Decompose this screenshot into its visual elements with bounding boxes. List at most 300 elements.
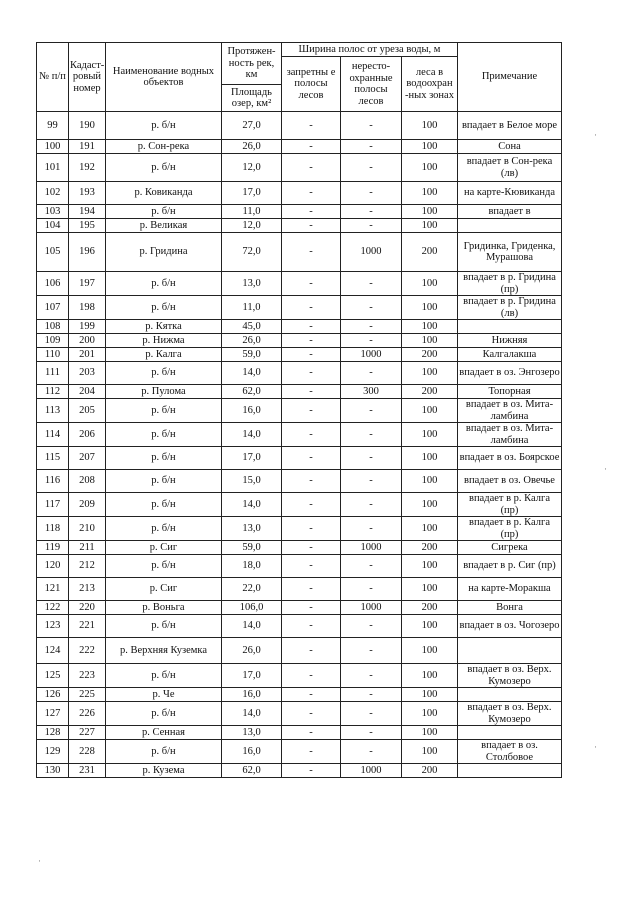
water-protect-cell: 100 — [402, 320, 458, 334]
cadastre-cell: 204 — [69, 385, 106, 399]
note-cell: Нижняя — [458, 334, 562, 348]
length-cell: 59,0 — [222, 348, 282, 362]
row-number-cell: 129 — [37, 740, 69, 764]
forbidden-cell: - — [282, 334, 341, 348]
name-cell: р. б/н — [106, 664, 222, 688]
name-cell: р. б/н — [106, 555, 222, 578]
name-cell: р. б/н — [106, 272, 222, 296]
length-cell: 12,0 — [222, 219, 282, 233]
length-cell: 72,0 — [222, 233, 282, 272]
cadastre-cell: 199 — [69, 320, 106, 334]
row-number-cell: 120 — [37, 555, 69, 578]
table-row — [37, 578, 562, 601]
spawning-cell: 1000 — [341, 541, 402, 555]
header-note: Примечание — [458, 43, 562, 112]
water-protect-cell: 200 — [402, 764, 458, 778]
cadastre-cell: 210 — [69, 517, 106, 541]
forbidden-cell: - — [282, 615, 341, 638]
row-number-cell: 112 — [37, 385, 69, 399]
row-number-cell: 109 — [37, 334, 69, 348]
spawning-cell: - — [341, 423, 402, 447]
row-number-cell: 108 — [37, 320, 69, 334]
water-protect-cell: 200 — [402, 348, 458, 362]
forbidden-cell: - — [282, 740, 341, 764]
cadastre-cell: 225 — [69, 688, 106, 702]
row-number-cell: 110 — [37, 348, 69, 362]
row-number-cell: 101 — [37, 154, 69, 182]
name-cell: р. Кузема — [106, 764, 222, 778]
row-number-cell: 111 — [37, 362, 69, 385]
cadastre-cell: 207 — [69, 447, 106, 470]
note-cell: впадает в оз. Чогозеро — [458, 615, 562, 638]
note-cell — [458, 726, 562, 740]
table-row — [37, 517, 562, 541]
spawning-cell: - — [341, 219, 402, 233]
cadastre-cell: 211 — [69, 541, 106, 555]
length-cell: 27,0 — [222, 112, 282, 140]
name-cell: р. Гридина — [106, 233, 222, 272]
water-protect-cell: 100 — [402, 726, 458, 740]
note-cell: впадает в Белое море — [458, 112, 562, 140]
table-row — [37, 140, 562, 154]
cadastre-cell: 226 — [69, 702, 106, 726]
water-protect-cell: 100 — [402, 219, 458, 233]
table-row — [37, 205, 562, 219]
spawning-cell: - — [341, 296, 402, 320]
spawning-cell: - — [341, 664, 402, 688]
length-cell: 11,0 — [222, 205, 282, 219]
scan-speck: · — [38, 856, 41, 866]
forbidden-cell: - — [282, 601, 341, 615]
length-cell: 26,0 — [222, 334, 282, 348]
forbidden-cell: - — [282, 385, 341, 399]
table-row — [37, 154, 562, 182]
name-cell: р. Кятка — [106, 320, 222, 334]
note-cell: впадает в оз. Верх. Кумозеро — [458, 664, 562, 688]
table-row — [37, 638, 562, 664]
row-number-cell: 102 — [37, 182, 69, 205]
note-cell — [458, 219, 562, 233]
table-row — [37, 112, 562, 140]
length-cell: 22,0 — [222, 578, 282, 601]
forbidden-cell: - — [282, 764, 341, 778]
forbidden-cell: - — [282, 296, 341, 320]
length-cell: 18,0 — [222, 555, 282, 578]
length-cell: 17,0 — [222, 182, 282, 205]
water-protect-cell: 100 — [402, 578, 458, 601]
cadastre-cell: 203 — [69, 362, 106, 385]
name-cell: р. б/н — [106, 154, 222, 182]
cadastre-cell: 212 — [69, 555, 106, 578]
name-cell: р. Сиг — [106, 578, 222, 601]
length-cell: 16,0 — [222, 688, 282, 702]
water-protect-cell: 200 — [402, 601, 458, 615]
name-cell: р. б/н — [106, 296, 222, 320]
spawning-cell: - — [341, 112, 402, 140]
name-cell: р. б/н — [106, 362, 222, 385]
length-cell: 45,0 — [222, 320, 282, 334]
water-protect-cell: 100 — [402, 470, 458, 493]
row-number-cell: 107 — [37, 296, 69, 320]
table-row — [37, 664, 562, 688]
row-number-cell: 115 — [37, 447, 69, 470]
name-cell: р. Ковиканда — [106, 182, 222, 205]
spawning-cell: 300 — [341, 385, 402, 399]
spawning-cell: 1000 — [341, 601, 402, 615]
name-cell: р. Верхняя Куземка — [106, 638, 222, 664]
table-row — [37, 470, 562, 493]
length-cell: 13,0 — [222, 272, 282, 296]
water-protect-cell: 100 — [402, 272, 458, 296]
row-number-cell: 126 — [37, 688, 69, 702]
row-number-cell: 127 — [37, 702, 69, 726]
name-cell: р. б/н — [106, 493, 222, 517]
row-number-cell: 106 — [37, 272, 69, 296]
spawning-cell: - — [341, 334, 402, 348]
table-row — [37, 764, 562, 778]
forbidden-cell: - — [282, 517, 341, 541]
water-protect-cell: 100 — [402, 688, 458, 702]
water-protect-cell: 200 — [402, 233, 458, 272]
length-cell: 16,0 — [222, 399, 282, 423]
length-cell: 12,0 — [222, 154, 282, 182]
scan-speck: · — [604, 464, 607, 474]
row-number-cell: 117 — [37, 493, 69, 517]
spawning-cell: - — [341, 702, 402, 726]
note-cell: впадает в р. Калга (пр) — [458, 517, 562, 541]
spawning-cell: - — [341, 447, 402, 470]
spawning-cell: 1000 — [341, 233, 402, 272]
name-cell: р. б/н — [106, 423, 222, 447]
water-protect-cell: 100 — [402, 447, 458, 470]
name-cell: р. б/н — [106, 447, 222, 470]
table-row — [37, 334, 562, 348]
forbidden-cell: - — [282, 154, 341, 182]
cadastre-cell: 194 — [69, 205, 106, 219]
length-cell: 11,0 — [222, 296, 282, 320]
length-cell: 26,0 — [222, 140, 282, 154]
spawning-cell: - — [341, 638, 402, 664]
name-cell: р. б/н — [106, 740, 222, 764]
forbidden-cell: - — [282, 182, 341, 205]
length-cell: 62,0 — [222, 385, 282, 399]
name-cell: р. б/н — [106, 470, 222, 493]
name-cell: р. Сон-река — [106, 140, 222, 154]
spawning-cell: - — [341, 740, 402, 764]
cadastre-cell: 213 — [69, 578, 106, 601]
name-cell: р. Калга — [106, 348, 222, 362]
cadastre-cell: 190 — [69, 112, 106, 140]
water-protect-cell: 200 — [402, 541, 458, 555]
row-number-cell: 125 — [37, 664, 69, 688]
name-cell: р. Воньга — [106, 601, 222, 615]
header-forbidden: запретны е полосы лесов — [282, 57, 341, 112]
note-cell: Гридинка, Гриденка, Мурашова — [458, 233, 562, 272]
water-protect-cell: 100 — [402, 638, 458, 664]
note-cell: на карте-Моракша — [458, 578, 562, 601]
cadastre-cell: 222 — [69, 638, 106, 664]
note-cell: Вонга — [458, 601, 562, 615]
forbidden-cell: - — [282, 205, 341, 219]
forbidden-cell: - — [282, 664, 341, 688]
header-water-protect: леса в водоохран -ных зонах — [402, 57, 458, 112]
row-number-cell: 116 — [37, 470, 69, 493]
spawning-cell: - — [341, 555, 402, 578]
table-row — [37, 726, 562, 740]
spawning-cell: - — [341, 182, 402, 205]
forbidden-cell: - — [282, 320, 341, 334]
water-protect-cell: 100 — [402, 615, 458, 638]
forbidden-cell: - — [282, 233, 341, 272]
note-cell: впадает в оз. Столбовое — [458, 740, 562, 764]
header-length-area — [222, 43, 282, 112]
spawning-cell: - — [341, 205, 402, 219]
table-row — [37, 348, 562, 362]
cadastre-cell: 201 — [69, 348, 106, 362]
cadastre-cell: 196 — [69, 233, 106, 272]
table-row — [37, 320, 562, 334]
length-cell: 17,0 — [222, 447, 282, 470]
forbidden-cell: - — [282, 348, 341, 362]
table-row — [37, 615, 562, 638]
note-cell: Топорная — [458, 385, 562, 399]
forbidden-cell: - — [282, 112, 341, 140]
name-cell: р. Сиг — [106, 541, 222, 555]
length-cell: 14,0 — [222, 493, 282, 517]
spawning-cell: - — [341, 154, 402, 182]
note-cell: впадает в оз. Мита-ламбина — [458, 399, 562, 423]
cadastre-cell: 195 — [69, 219, 106, 233]
spawning-cell: 1000 — [341, 348, 402, 362]
forbidden-cell: - — [282, 399, 341, 423]
water-protect-cell: 100 — [402, 296, 458, 320]
water-protect-cell: 100 — [402, 205, 458, 219]
note-cell — [458, 688, 562, 702]
spawning-cell: - — [341, 140, 402, 154]
spawning-cell: - — [341, 470, 402, 493]
length-cell: 14,0 — [222, 362, 282, 385]
water-protect-cell: 100 — [402, 362, 458, 385]
spawning-cell: - — [341, 493, 402, 517]
note-cell: впадает в оз. Овечье — [458, 470, 562, 493]
spawning-cell: - — [341, 362, 402, 385]
table-row — [37, 182, 562, 205]
water-protect-cell: 100 — [402, 399, 458, 423]
name-cell: р. б/н — [106, 399, 222, 423]
row-number-cell: 118 — [37, 517, 69, 541]
row-number-cell: 119 — [37, 541, 69, 555]
water-protect-cell: 100 — [402, 423, 458, 447]
note-cell: впадает в оз. Верх. Кумозеро — [458, 702, 562, 726]
forbidden-cell: - — [282, 447, 341, 470]
cadastre-cell: 191 — [69, 140, 106, 154]
table-row — [37, 423, 562, 447]
table-row — [37, 555, 562, 578]
length-cell: 16,0 — [222, 740, 282, 764]
note-cell: впадает в оз. Мита-ламбина — [458, 423, 562, 447]
note-cell: Калгалакша — [458, 348, 562, 362]
cadastre-cell: 198 — [69, 296, 106, 320]
water-protect-cell: 100 — [402, 493, 458, 517]
name-cell: р. Нижма — [106, 334, 222, 348]
forbidden-cell: - — [282, 638, 341, 664]
water-protect-cell: 100 — [402, 112, 458, 140]
table-row — [37, 399, 562, 423]
cadastre-cell: 228 — [69, 740, 106, 764]
forbidden-cell: - — [282, 362, 341, 385]
spawning-cell: - — [341, 726, 402, 740]
water-protect-cell: 100 — [402, 740, 458, 764]
table-row — [37, 447, 562, 470]
note-cell: Сона — [458, 140, 562, 154]
spawning-cell: - — [341, 517, 402, 541]
forbidden-cell: - — [282, 272, 341, 296]
length-cell: 14,0 — [222, 423, 282, 447]
name-cell: р. б/н — [106, 112, 222, 140]
spawning-cell: - — [341, 399, 402, 423]
length-cell: 15,0 — [222, 470, 282, 493]
forbidden-cell: - — [282, 493, 341, 517]
forbidden-cell: - — [282, 219, 341, 233]
name-cell: р. Великая — [106, 219, 222, 233]
note-cell: впадает в р. Гридина (лв) — [458, 296, 562, 320]
table-header — [37, 43, 562, 112]
table-row — [37, 219, 562, 233]
name-cell: р. б/н — [106, 702, 222, 726]
cadastre-cell: 227 — [69, 726, 106, 740]
note-cell: на карте-Кювиканда — [458, 182, 562, 205]
length-cell: 13,0 — [222, 517, 282, 541]
note-cell: впадает в р. Гридина (пр) — [458, 272, 562, 296]
header-area: Площадь озер, км² — [222, 84, 282, 110]
length-cell: 14,0 — [222, 615, 282, 638]
water-protect-cell: 100 — [402, 702, 458, 726]
spawning-cell: - — [341, 272, 402, 296]
note-cell — [458, 638, 562, 664]
table-row — [37, 740, 562, 764]
spawning-cell: 1000 — [341, 764, 402, 778]
spawning-cell: - — [341, 578, 402, 601]
table-body — [37, 112, 562, 778]
row-number-cell: 121 — [37, 578, 69, 601]
table-row — [37, 296, 562, 320]
cadastre-cell: 206 — [69, 423, 106, 447]
header-cadastre: Кадаст-ровый номер — [69, 43, 106, 112]
cadastre-cell: 205 — [69, 399, 106, 423]
note-cell — [458, 764, 562, 778]
water-protect-cell: 100 — [402, 334, 458, 348]
spawning-cell: - — [341, 615, 402, 638]
row-number-cell: 103 — [37, 205, 69, 219]
scan-speck: · — [594, 130, 597, 140]
note-cell: впадает в р. Калга (пр) — [458, 493, 562, 517]
scan-speck: · — [594, 742, 597, 752]
table-row — [37, 233, 562, 272]
name-cell: р. Че — [106, 688, 222, 702]
name-cell: р. б/н — [106, 205, 222, 219]
table-row — [37, 385, 562, 399]
row-number-cell: 122 — [37, 601, 69, 615]
water-protect-cell: 100 — [402, 664, 458, 688]
row-number-cell: 114 — [37, 423, 69, 447]
cadastre-cell: 192 — [69, 154, 106, 182]
length-cell: 26,0 — [222, 638, 282, 664]
row-number-cell: 130 — [37, 764, 69, 778]
note-cell: впадает в оз. Боярское — [458, 447, 562, 470]
row-number-cell: 100 — [37, 140, 69, 154]
note-cell: Сигрека — [458, 541, 562, 555]
row-number-cell: 128 — [37, 726, 69, 740]
cadastre-cell: 223 — [69, 664, 106, 688]
table-row — [37, 688, 562, 702]
name-cell: р. б/н — [106, 615, 222, 638]
forbidden-cell: - — [282, 688, 341, 702]
cadastre-cell: 209 — [69, 493, 106, 517]
forbidden-cell: - — [282, 541, 341, 555]
name-cell: р. б/н — [106, 517, 222, 541]
row-number-cell: 123 — [37, 615, 69, 638]
cadastre-cell: 231 — [69, 764, 106, 778]
cadastre-cell: 220 — [69, 601, 106, 615]
forbidden-cell: - — [282, 726, 341, 740]
length-cell: 13,0 — [222, 726, 282, 740]
length-cell: 106,0 — [222, 601, 282, 615]
water-bodies-table — [36, 42, 562, 778]
length-cell: 14,0 — [222, 702, 282, 726]
forbidden-cell: - — [282, 555, 341, 578]
row-number-cell: 124 — [37, 638, 69, 664]
length-cell: 59,0 — [222, 541, 282, 555]
row-number-cell: 105 — [37, 233, 69, 272]
table-row — [37, 601, 562, 615]
header-spawning: нересто-охранные полосы лесов — [341, 57, 402, 112]
note-cell — [458, 320, 562, 334]
cadastre-cell: 193 — [69, 182, 106, 205]
header-length: Протяжен-ность рек, км — [227, 46, 276, 81]
table-row — [37, 272, 562, 296]
cadastre-cell: 208 — [69, 470, 106, 493]
length-cell: 17,0 — [222, 664, 282, 688]
header-width-group: Ширина полос от уреза воды, м — [282, 43, 458, 57]
cadastre-cell: 221 — [69, 615, 106, 638]
row-number-cell: 99 — [37, 112, 69, 140]
water-protect-cell: 100 — [402, 555, 458, 578]
forbidden-cell: - — [282, 140, 341, 154]
table-row — [37, 362, 562, 385]
note-cell: впадает в Сон-река (лв) — [458, 154, 562, 182]
note-cell: впадает в р. Сиг (пр) — [458, 555, 562, 578]
spawning-cell: - — [341, 688, 402, 702]
table-row — [37, 702, 562, 726]
water-protect-cell: 100 — [402, 517, 458, 541]
length-cell: 62,0 — [222, 764, 282, 778]
forbidden-cell: - — [282, 578, 341, 601]
row-number-cell: 104 — [37, 219, 69, 233]
forbidden-cell: - — [282, 702, 341, 726]
forbidden-cell: - — [282, 423, 341, 447]
spawning-cell: - — [341, 320, 402, 334]
cadastre-cell: 197 — [69, 272, 106, 296]
header-name: Наименование водных объектов — [106, 43, 222, 112]
cadastre-cell: 200 — [69, 334, 106, 348]
table-row — [37, 493, 562, 517]
water-protect-cell: 100 — [402, 140, 458, 154]
row-number-cell: 113 — [37, 399, 69, 423]
table-row — [37, 541, 562, 555]
water-protect-cell: 100 — [402, 182, 458, 205]
note-cell: впадает в оз. Энгозеро — [458, 362, 562, 385]
name-cell: р. Пулома — [106, 385, 222, 399]
